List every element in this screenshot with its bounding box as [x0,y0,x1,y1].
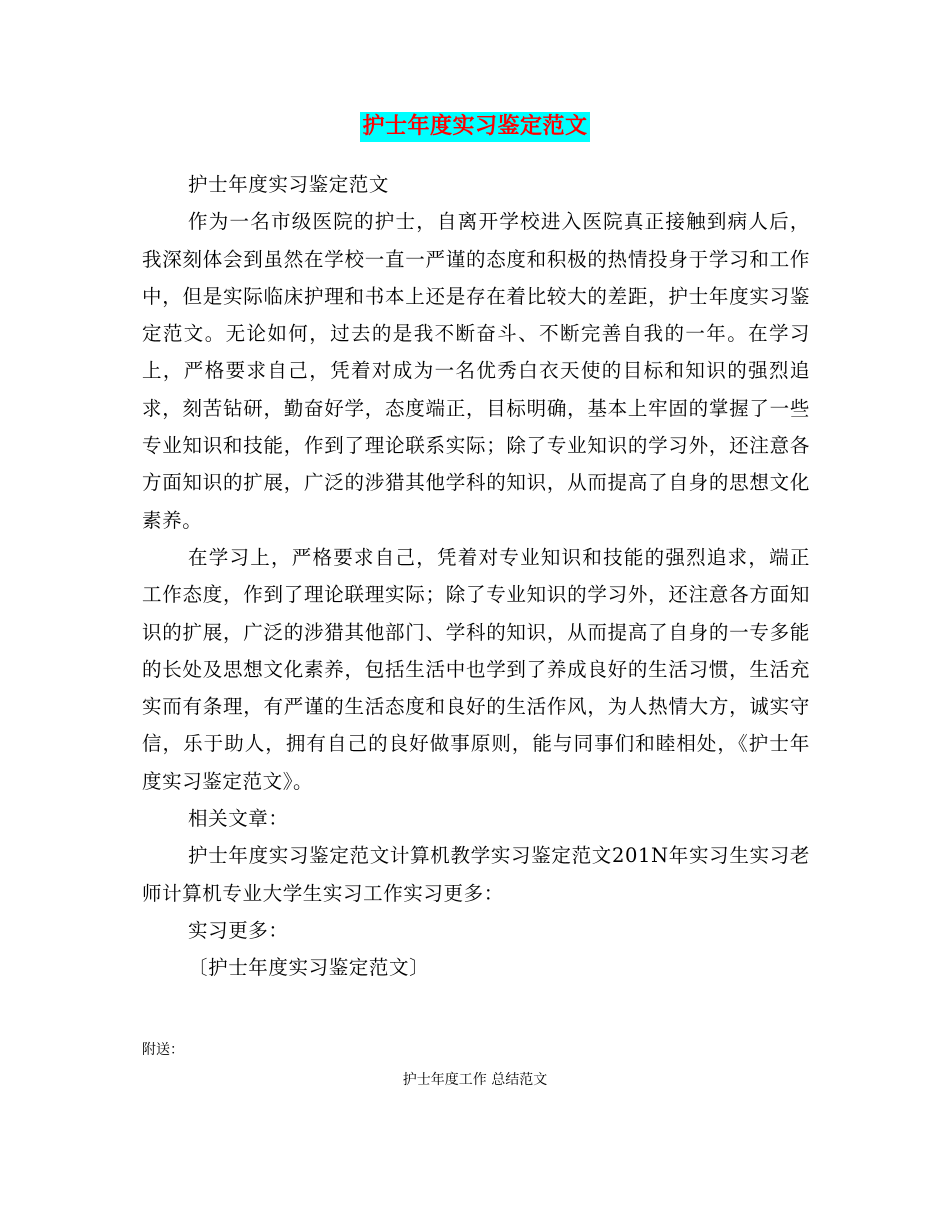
title-container [0,112,950,142]
more-internship-label: 实习更多： [188,918,289,942]
page-title: 护士年度实习鉴定范文 [360,112,589,142]
paragraph-heading: 护士年度实习鉴定范文 [188,173,390,196]
appendix-label: 附送： [142,1042,184,1058]
appendix-title: 护士年度工作 总结范文 [402,1072,548,1088]
paragraph-study: 在学习上，严格要求自己，凭着对专业知识和技能的强烈追求，端正工作态度，作到了理论联理实际；除了专业知识的学习外，还注意各方面知识的扩展，广泛的涉猎其他部门、学科的知识，从而提高了自身的一专多能的长处及思想文化素养，包括生活中也学到了养成良好的生活习惯，生活充实而有条理，有严谨的生活态度和良好的生活作风，为人热情大方，诚实守信，乐于助人，拥有自己的良好做事原则，能与同事们和睦相处，《护士年度实习鉴定范文》。 [142,545,810,793]
related-articles-list: 护士年度实习鉴定范文计算机教学实习鉴定范文201N年实习生实习老师计算机专业大学生实习工作实习更多： [142,844,810,905]
paragraph-intro: 作为一名市级医院的护士，自离开学校进入医院真正接触到病人后，我深刻体会到虽然在学校一直一严谨的态度和积极的热情投身于学习和工作中，但是实际临床护理和书本上还是存在着比较大的差距，护士年度实习鉴定范文。无论如何，过去的是我不断奋斗、不断完善自我的一年。在学习上，严格要求自己，凭着对成为一名优秀白衣天使的目标和知识的强烈追求，刻苦钻研，勤奋好学，态度端正，目标明确，基本上牢固的掌握了一些专业知识和技能，作到了理论联系实际；除了专业知识的学习外，还注意各方面知识的扩展，广泛的涉猎其他学科的知识，从而提高了自身的思想文化素养。 [142,210,810,532]
bracketed-title: 〔护士年度实习鉴定范文〕 [188,956,430,980]
related-articles-label: 相关文章： [188,807,289,831]
document-body [142,166,810,987]
